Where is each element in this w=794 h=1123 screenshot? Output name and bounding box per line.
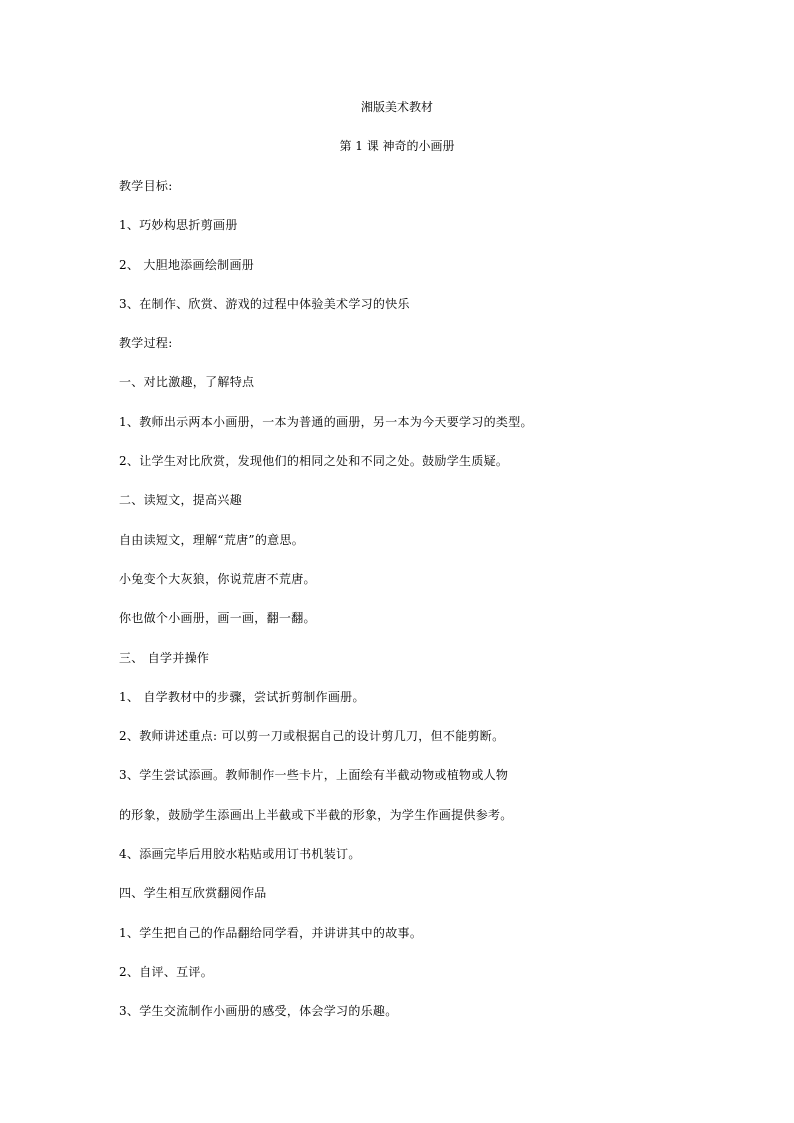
- text-line: 1、 自学教材中的步骤，尝试折剪制作画册。: [119, 689, 365, 704]
- lesson-title: 第 1 课 神奇的小画册: [339, 139, 455, 153]
- text-line: 四、学生相互欣赏翻阅作品: [119, 886, 267, 901]
- textbook-header: 湘版美术教材: [360, 100, 433, 114]
- text-line: 2、让学生对比欣赏，发现他们的相同之处和不同之处。鼓励学生质疑。: [119, 454, 509, 469]
- text-line: 2、 大胆地添画绘制画册: [119, 257, 255, 272]
- lesson-body: [119, 177, 759, 1042]
- text-line: 4、添画完毕后用胶水粘贴或用订书机装订。: [119, 847, 361, 862]
- text-line: 教学目标:: [119, 179, 173, 193]
- text-line: 3、学生尝试添画。教师制作一些卡片，上面绘有半截动物或植物或人物: [119, 768, 509, 783]
- text-line: 3、学生交流制作小画册的感受，体会学习的乐趣。: [119, 1004, 398, 1019]
- text-line: 一、对比激趣，了解特点: [119, 375, 255, 390]
- text-line: 2、自评、互评。: [119, 964, 214, 979]
- text-line: 1、教师出示两本小画册，一本为普通的画册，另一本为今天要学习的类型。: [119, 414, 533, 429]
- text-line: 1、学生把自己的作品翻给同学看，并讲讲其中的故事。: [119, 925, 423, 940]
- text-line: 小兔变个大灰狼，你说荒唐不荒唐。: [119, 571, 316, 586]
- text-line: 3、在制作、欣赏、游戏的过程中体验美术学习的快乐: [119, 296, 410, 311]
- text-line: 自由读短文，理解“荒唐”的意思。: [119, 532, 305, 547]
- text-line: 1、巧妙构思折剪画册: [119, 218, 238, 233]
- text-line: 三、 自学并操作: [119, 650, 210, 665]
- text-line: 二、读短文，提高兴趣: [119, 493, 243, 508]
- text-line: 你也做个小画册，画一画，翻一翻。: [119, 611, 316, 626]
- text-line: 教学过程:: [119, 336, 173, 351]
- text-line: 的形象，鼓励学生添画出上半截或下半截的形象，为学生作画提供参考。: [119, 807, 513, 822]
- text-line: 2、教师讲述重点: 可以剪一刀或根据自己的设计剪几刀，但不能剪断。: [119, 729, 505, 744]
